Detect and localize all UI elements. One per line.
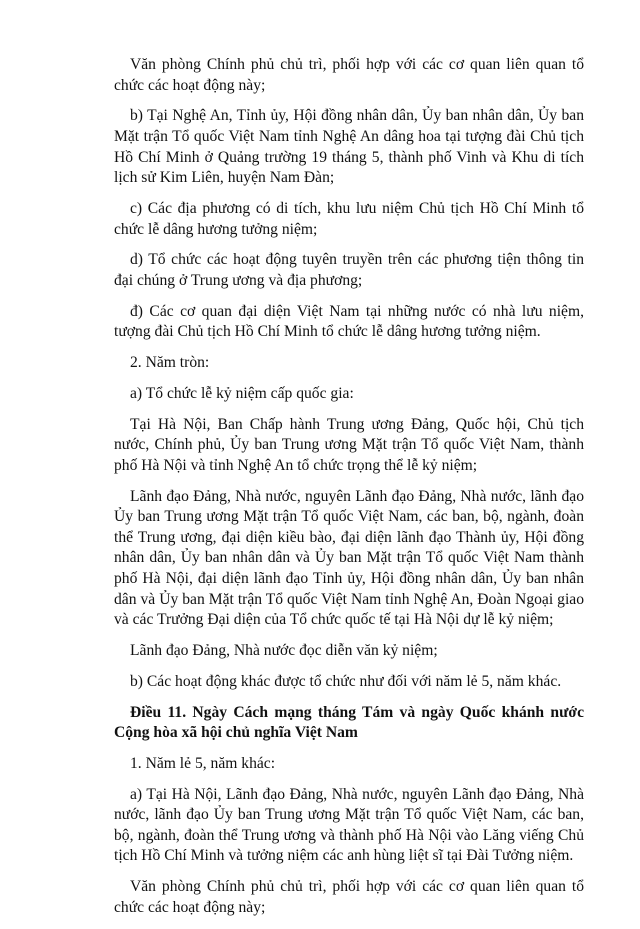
paragraph: b) Các hoạt động khác được tổ chức như đối với năm lẻ 5, năm khác. xyxy=(130,672,562,690)
paragraph: b) Tại Nghệ An, Tỉnh ủy, Hội đồng nhân dân, Ủy ban nhân dân, Ủy ban Mặt trận Tổ quốc Việt Nam tỉnh Nghệ An dâng hoa tại tượng đài Chủ tịch Hồ Chí Minh ở Quảng trường 19 tháng 5, thành phố Vinh và Khu di tích lịch sử Kim Liên, huyện Nam Đàn; xyxy=(114,107,584,187)
paragraph: Văn phòng Chính phủ chủ trì, phối hợp với các cơ quan liên quan tổ chức các hoạt động này; xyxy=(114,878,584,916)
paragraph: 1. Năm lẻ 5, năm khác: xyxy=(130,754,276,772)
paragraph: đ) Các cơ quan đại diện Việt Nam tại những nước có nhà lưu niệm, tượng đài Chủ tịch Hồ Chí Minh tổ chức lễ dâng hương tưởng niệm. xyxy=(114,302,584,341)
paragraph: Lãnh đạo Đảng, Nhà nước đọc diễn văn kỷ niệm; xyxy=(130,641,438,659)
document-page xyxy=(114,55,584,929)
paragraph: d) Tổ chức các hoạt động tuyên truyền trên các phương tiện thông tin đại chúng ở Trung ương và địa phương; xyxy=(114,251,584,289)
paragraph: c) Các địa phương có di tích, khu lưu niệm Chủ tịch Hồ Chí Minh tổ chức lễ dâng hương tưởng niệm; xyxy=(114,199,584,238)
article-heading: Điều 11. Ngày Cách mạng tháng Tám và ngày Quốc khánh nước Cộng hòa xã hội chủ nghĩa Việt Nam xyxy=(114,703,584,742)
paragraph: a) Tổ chức lễ kỷ niệm cấp quốc gia: xyxy=(130,384,354,402)
paragraph: Lãnh đạo Đảng, Nhà nước, nguyên Lãnh đạo Đảng, Nhà nước, lãnh đạo Ủy ban Trung ương Mặt trận Tổ quốc Việt Nam, các ban, bộ, ngành, đoàn thể Trung ương, đại diện kiều bào, đại diện lãnh đạo Thành ủy, Hội đồng nhân dân, Ủy ban nhân dân và Ủy ban Mặt trận Tổ quốc Việt Nam thành phố Hà Nội, đại diện lãnh đạo Tỉnh ủy, Hội đồng nhân dân, Ủy ban nhân dân và Ủy ban Mặt trận Tổ quốc Việt Nam tỉnh Nghệ An, Đoàn Ngoại giao và các Trưởng Đại diện của Tổ chức quốc tế tại Hà Nội dự lễ kỷ niệm; xyxy=(114,487,584,629)
paragraph: 2. Năm tròn: xyxy=(130,354,210,372)
paragraph: a) Tại Hà Nội, Lãnh đạo Đảng, Nhà nước, nguyên Lãnh đạo Đảng, Nhà nước, lãnh đạo Ủy ban Trung ương Mặt trận Tổ quốc Việt Nam, các ban, bộ, ngành, đoàn thể Trung ương và thành phố Hà Nội vào Lăng viếng Chủ tịch Hồ Chí Minh và tưởng niệm các anh hùng liệt sĩ tại Đài Tưởng niệm. xyxy=(114,785,584,865)
paragraph: Tại Hà Nội, Ban Chấp hành Trung ương Đảng, Quốc hội, Chủ tịch nước, Chính phủ, Ủy ban Trung ương Mặt trận Tổ quốc Việt Nam, thành phố Hà Nội và tỉnh Nghệ An tổ chức trọng thể lễ kỷ niệm; xyxy=(114,415,584,474)
paragraph: Văn phòng Chính phủ chủ trì, phối hợp với các cơ quan liên quan tổ chức các hoạt động này; xyxy=(114,56,584,94)
